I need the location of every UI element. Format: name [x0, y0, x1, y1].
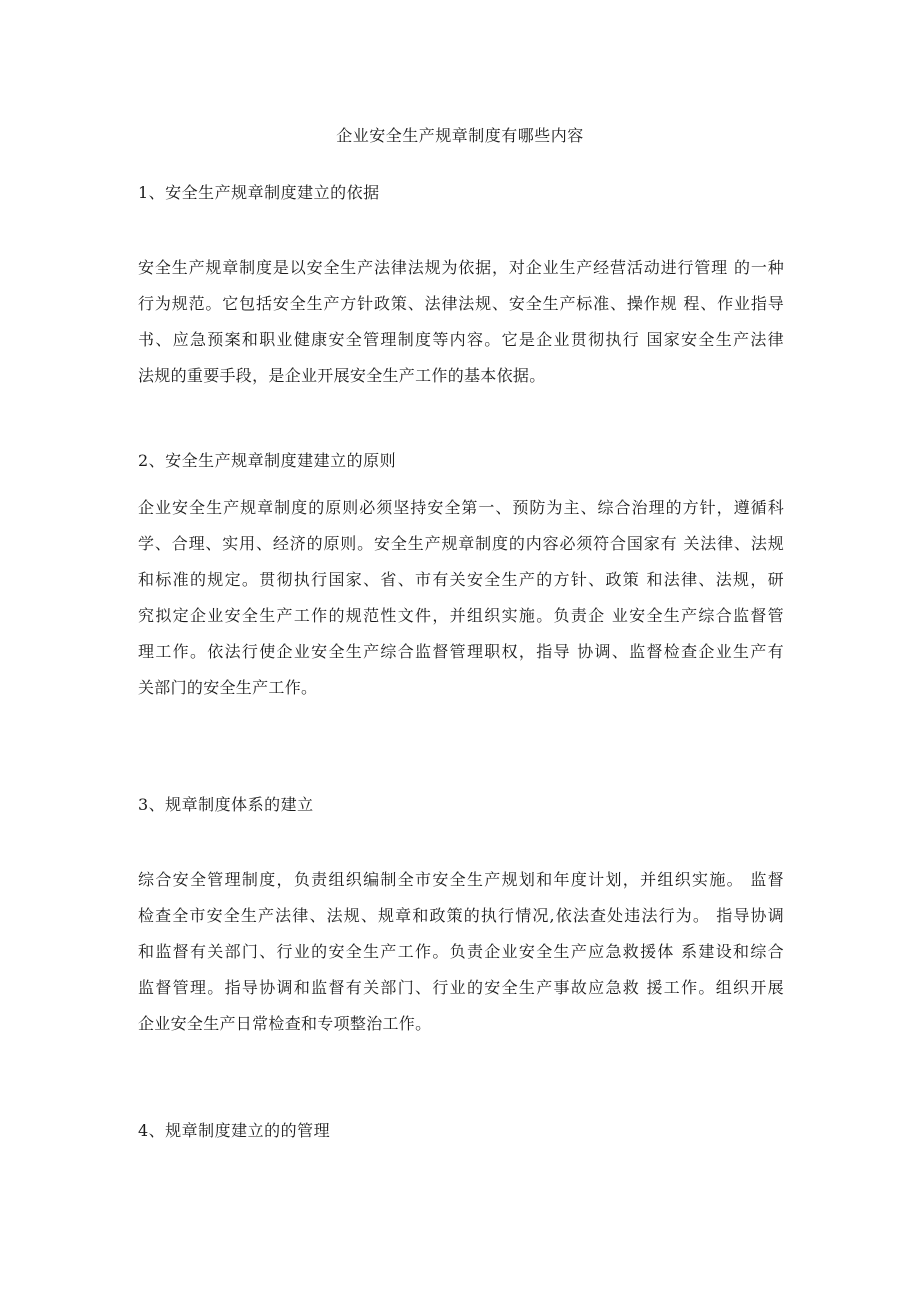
section-1-paragraph: [138, 250, 784, 394]
section-3-heading: 3、规章制度体系的建立: [138, 795, 314, 814]
section-1-line: 行为规范。它包括安全生产方针政策、法律法规、安全生产标准、操作规 程、作业指导: [138, 294, 784, 313]
section-2-heading: 2、安全生产规章制度建建立的原则: [138, 451, 397, 470]
section-3-line: 检查全市安全生产法律、法规、规章和政策的执行情况,依法查处违法行为。 指导协调: [138, 906, 784, 925]
section-1-heading: 1、安全生产规章制度建立的依据: [138, 183, 380, 202]
section-1-line: 法规的重要手段，是企业开展安全生产工作的基本依据。: [138, 366, 546, 385]
section-4-heading: 4、规章制度建立的的管理: [138, 1121, 331, 1140]
section-2-paragraph: [138, 490, 784, 706]
section-3-paragraph: [138, 862, 784, 1042]
section-2-line: 和标准的规定。贯彻执行国家、省、市有关安全生产的方针、政策 和法律、法规，研: [138, 570, 784, 589]
document-title: 企业安全生产规章制度有哪些内容: [336, 126, 584, 145]
section-1-line: 书、应急预案和职业健康安全管理制度等内容。它是企业贯彻执行 国家安全生产法律: [138, 330, 784, 349]
section-3-line: 企业安全生产日常检查和专项整治工作。: [138, 1014, 432, 1033]
section-2-line: 理工作。依法行使企业安全生产综合监督管理职权，指导 协调、监督检查企业生产有: [138, 642, 784, 661]
section-3-line: 监督管理。指导协调和监督有关部门、行业的安全生产事故应急救 援工作。组织开展: [138, 978, 784, 997]
section-2-line: 学、合理、实用、经济的原则。安全生产规章制度的内容必须符合国家有 关法律、法规: [138, 534, 784, 553]
section-3-line: 和监督有关部门、行业的安全生产工作。负责企业安全生产应急救援体 系建设和综合: [138, 942, 784, 961]
section-2-line: 究拟定企业安全生产工作的规范性文件，并组织实施。负责企 业安全生产综合监督管: [138, 606, 784, 625]
section-2-line: 企业安全生产规章制度的原则必须坚持安全第一、预防为主、综合治理的方针，遵循科: [138, 498, 784, 517]
section-3-line: 综合安全管理制度，负责组织编制全市安全生产规划和年度计划，并组织实施。 监督: [138, 870, 784, 889]
section-2-line: 关部门的安全生产工作。: [138, 678, 318, 697]
section-1-line: 安全生产规章制度是以安全生产法律法规为依据，对企业生产经营活动进行管理 的一种: [138, 258, 784, 277]
